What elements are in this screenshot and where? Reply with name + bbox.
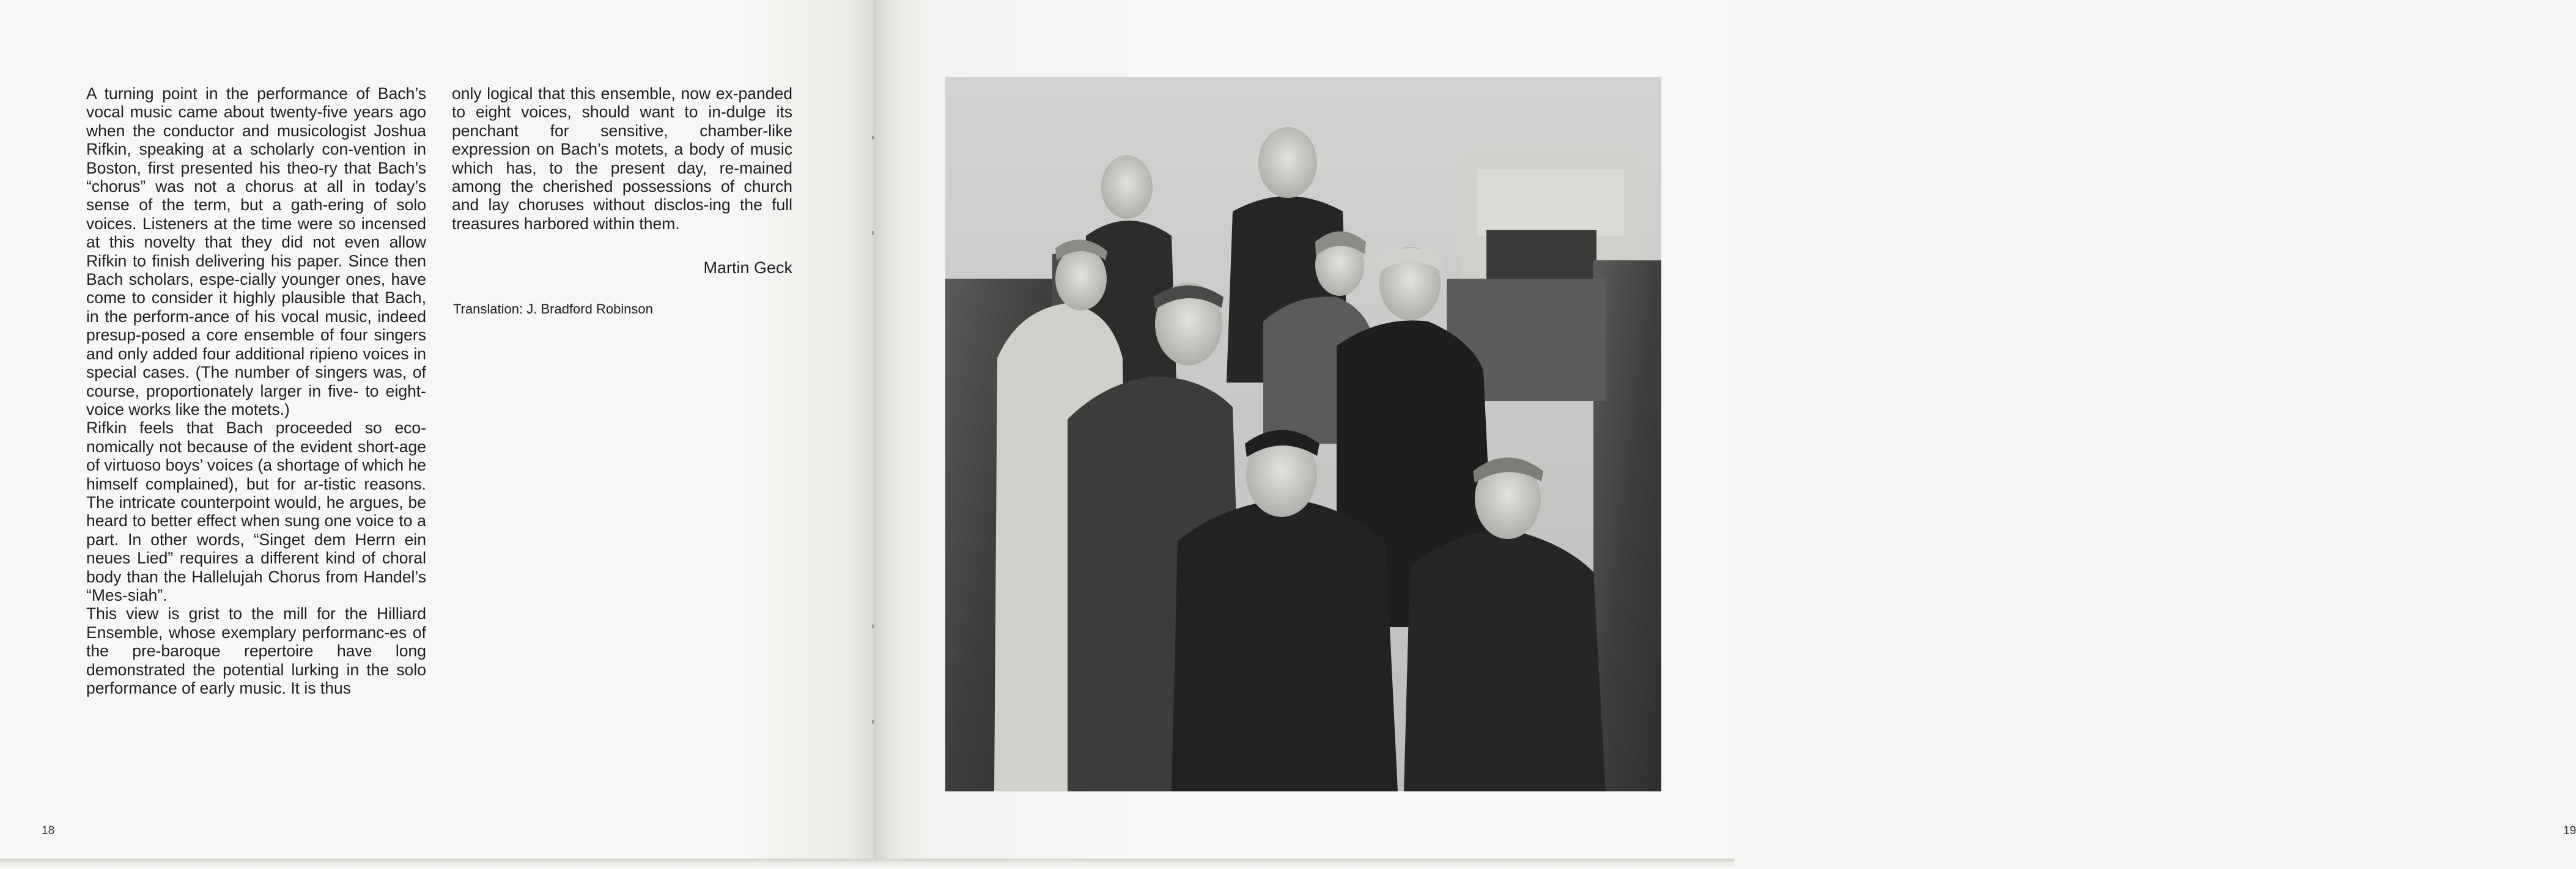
- text-column-2: [452, 84, 792, 233]
- person-front-centre-sweater: [1172, 499, 1398, 791]
- binding-mark: [872, 231, 874, 235]
- page-number-left: 18: [42, 824, 55, 837]
- left-page: [0, 0, 873, 862]
- person-woman-face: [1055, 247, 1107, 310]
- translation-credit: Translation: J. Bradford Robinson: [453, 301, 653, 317]
- page-bottom-shadow: [0, 859, 1734, 869]
- paragraph-4: only logical that this ensemble, now ex-panded to eight voices, should want to in-dulge its penchant for sensitive, chamber-like expression on Bach’s motets, a body of music which has, to the present day, re-mained among the cherished possessions of church and lay choruses without disclos-ing the full treasures harbored within them.: [452, 84, 792, 233]
- text-column-1: [86, 84, 426, 697]
- author-signature: Martin Geck: [703, 258, 792, 277]
- binding-mark: [872, 720, 874, 724]
- group-photo-illustration: [945, 77, 1661, 791]
- person-back-left-face: [1101, 155, 1153, 219]
- paragraph-1: A turning point in the performance of Bach’s vocal music came about twenty-five years ago when the conductor and musicologist Joshua Rifkin, speaking at a scholarly con-vention in Boston, first presented his theo-ry that Bach’s “chorus” was not a chorus at all in today’s sense of the term, but a gath-ering of solo voices. Listeners at the time were so incensed at this novelty that they did not even allow Rifkin to finish delivering his paper. Since then Bach scholars, espe-cially younger ones, have come to consider it highly plausible that Bach, in the perform-ance of his vocal music, indeed presup-posed a core ensemble of four singers and only added four additional ripieno voices in special cases. (The number of singers was, of course, proportionately larger in five- to eight-voice works like the motets.): [86, 84, 426, 419]
- page-number-right: 19: [2563, 824, 2576, 837]
- person-front-right-jacket: [1404, 529, 1606, 791]
- ensemble-photograph: [945, 77, 1661, 791]
- person-back-right-face: [1258, 127, 1317, 198]
- binding-mark: [872, 625, 874, 628]
- paragraph-2: Rifkin feels that Bach proceeded so eco-nomically not because of the evident short-age of virtuoso boys’ voices (a shortage of which he himself complained), but for ar-tistic reasons. The intricate counterpoint would, he argues, be heard to better effect when sung one voice to a part. In other words, “Singet dem Herrn ein neues Lied” requires a different kind of choral body than the Hallelujah Chorus from Handel’s “Mes-siah”.: [86, 419, 426, 604]
- binding-mark: [872, 136, 874, 139]
- paragraph-3: This view is grist to the mill for the Hilliard Ensemble, whose exemplary performanc-es of the pre-baroque repertoire have long demonstrated the potential lurking in the solo performance of early music. It is thus: [86, 604, 426, 697]
